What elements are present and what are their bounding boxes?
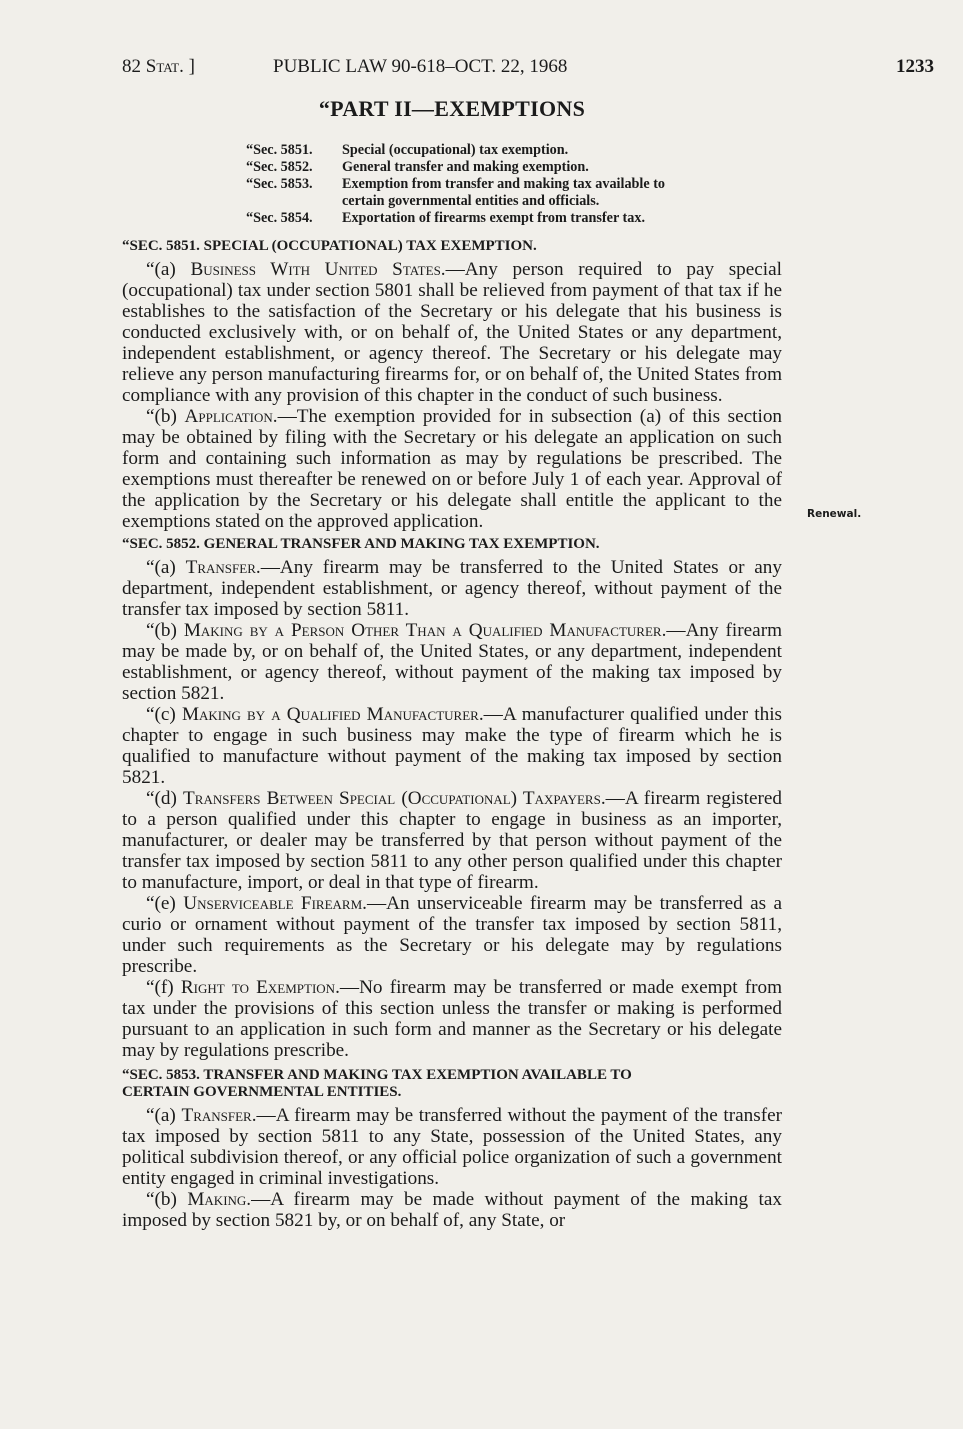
section-5853-heading-line2: CERTAIN GOVERNMENTAL ENTITIES.	[122, 1084, 402, 1100]
subsection-title: Business With United States.	[190, 259, 446, 280]
section-5851-heading: “SEC. 5851. SPECIAL (OCCUPATIONAL) TAX EXEMPTION.	[122, 238, 537, 254]
section-5851-subsection-a: “(a) Business With United States.—Any person required to pay special (occupational) tax under section 5801 shall be relieved from payment of that tax if he establishes to the satisfaction of the Secretary or his delegate that his business is conducted exclusively with, or on behalf of, the United States or any department, independent establishment, or agency thereof. The Secretary or his delegate may relieve any person manufacturing firearms for, or on behalf of, the United States from compliance with any provision of this chapter in the conduct of such business.	[122, 259, 782, 406]
section-5851-subsection-b: “(b) Application.—The exemption provided for in subsection (a) of this section may be obtained by filing with the Secretary or his delegate an application on such form and containing such information as may by regulations be prescribed. The exemptions must thereafter be renewed on or before July 1 of each year. Approval of the application by the Secretary or his delegate shall entitle the applicant to the exemptions stated on the approved application.	[122, 406, 783, 532]
page-number: 1233	[896, 56, 934, 77]
subsection-title: Making by a Qualified Manufacturer.	[181, 704, 484, 725]
part-title: “PART II—EXEMPTIONS	[318, 96, 586, 121]
subsection-title: Transfers Between Special (Occupational) Taxpayers.	[183, 788, 606, 809]
running-head	[122, 56, 934, 82]
toc-section-number: “Sec. 5852.	[246, 159, 313, 175]
subsection-title: Transfer.	[185, 557, 261, 578]
subsection-title: Making by a Person Other Than a Qualified Manufacturer.	[183, 620, 667, 641]
section-5853-heading	[122, 1067, 782, 1101]
subsection-title: Right to Exemption.	[180, 977, 340, 998]
toc-entry	[246, 176, 786, 193]
toc-section-number: “Sec. 5854.	[246, 210, 313, 226]
public-law-citation: PUBLIC LAW 90-618–OCT. 22, 1968	[273, 56, 568, 77]
toc-entry	[246, 142, 786, 159]
subsection-title: Transfer.	[181, 1105, 257, 1126]
section-5853-subsection-b: “(b) Making.—A firearm may be made without payment of the making tax imposed by section 5821 by, or on behalf of, any State, or	[122, 1189, 782, 1231]
section-5852-subsection-b: “(b) Making by a Person Other Than a Qualified Manufacturer.—Any firearm may be made by, or on behalf of, the United States, or any department, independent establishment, or agency thereof, without payment of the making tax imposed by section 5821.	[122, 620, 783, 704]
section-5852-subsection-c: “(c) Making by a Qualified Manufacturer.—A manufacturer qualified under this chapter to engage in such business may make the type of firearm which he is qualified to manufacture without payment of the making tax imposed by section 5821.	[122, 704, 783, 788]
subsection-title: Unserviceable Firearm.	[183, 893, 367, 914]
section-5852-subsection-e: “(e) Unserviceable Firearm.—An unserviceable firearm may be transferred as a curio or ornament without payment of the transfer tax imposed by section 5811, under such requirements as the Secretary or his delegate may by regulations prescribe.	[122, 893, 783, 977]
toc-section-number: “Sec. 5851.	[246, 142, 313, 158]
section-5852-subsection-f: “(f) Right to Exemption.—No firearm may be transferred or made exempt from tax under the provisions of this section unless the transfer or making is performed pursuant to an application in such form and manner as the Secretary or his delegate may by regulations prescribe.	[122, 977, 783, 1061]
toc-section-title-continued: certain governmental entities and officials.	[342, 193, 600, 209]
section-5853-subsection-a: “(a) Transfer.—A firearm may be transferred without the payment of the transfer tax imposed by section 5811 to any State, possession of the United States, any political subdivision thereof, or any official police organization of such a government entity engaged in criminal investigations.	[122, 1105, 783, 1189]
section-5852-subsection-a: “(a) Transfer.—Any firearm may be transferred to the United States or any department, independent establishment, or agency thereof, without payment of the transfer tax imposed by section 5811.	[122, 557, 782, 620]
toc-section-number: “Sec. 5853.	[246, 176, 313, 192]
statute-body	[122, 234, 782, 1231]
toc-section-title: Exemption from transfer and making tax available to	[342, 176, 666, 192]
section-5852-subsection-d: “(d) Transfers Between Special (Occupational) Taxpayers.—A firearm registered to a person qualified under this chapter to engage in business as an importer, manufacturer, or dealer may be transferred by that person without payment of the transfer tax imposed by section 5811 to any other person qualified under this chapter to manufacture, import, or deal in that type of firearm.	[122, 788, 783, 893]
statute-volume: 82 Stat. ]	[122, 56, 195, 77]
section-table-of-contents	[246, 142, 786, 227]
section-5852-heading: “SEC. 5852. GENERAL TRANSFER AND MAKING TAX EXEMPTION.	[122, 536, 600, 552]
toc-entry	[246, 159, 786, 176]
toc-section-title: Exportation of firearms exempt from transfer tax.	[342, 210, 645, 226]
margin-note-renewal: Renewal.	[807, 508, 862, 520]
subsection-title: Making.	[187, 1189, 252, 1210]
toc-section-title: Special (occupational) tax exemption.	[342, 142, 569, 158]
toc-entry	[246, 210, 786, 227]
section-5853-heading-line1: “SEC. 5853. TRANSFER AND MAKING TAX EXEMPTION AVAILABLE TO	[122, 1067, 632, 1083]
toc-section-title: General transfer and making exemption.	[342, 159, 589, 175]
subsection-title: Application.	[184, 406, 278, 427]
